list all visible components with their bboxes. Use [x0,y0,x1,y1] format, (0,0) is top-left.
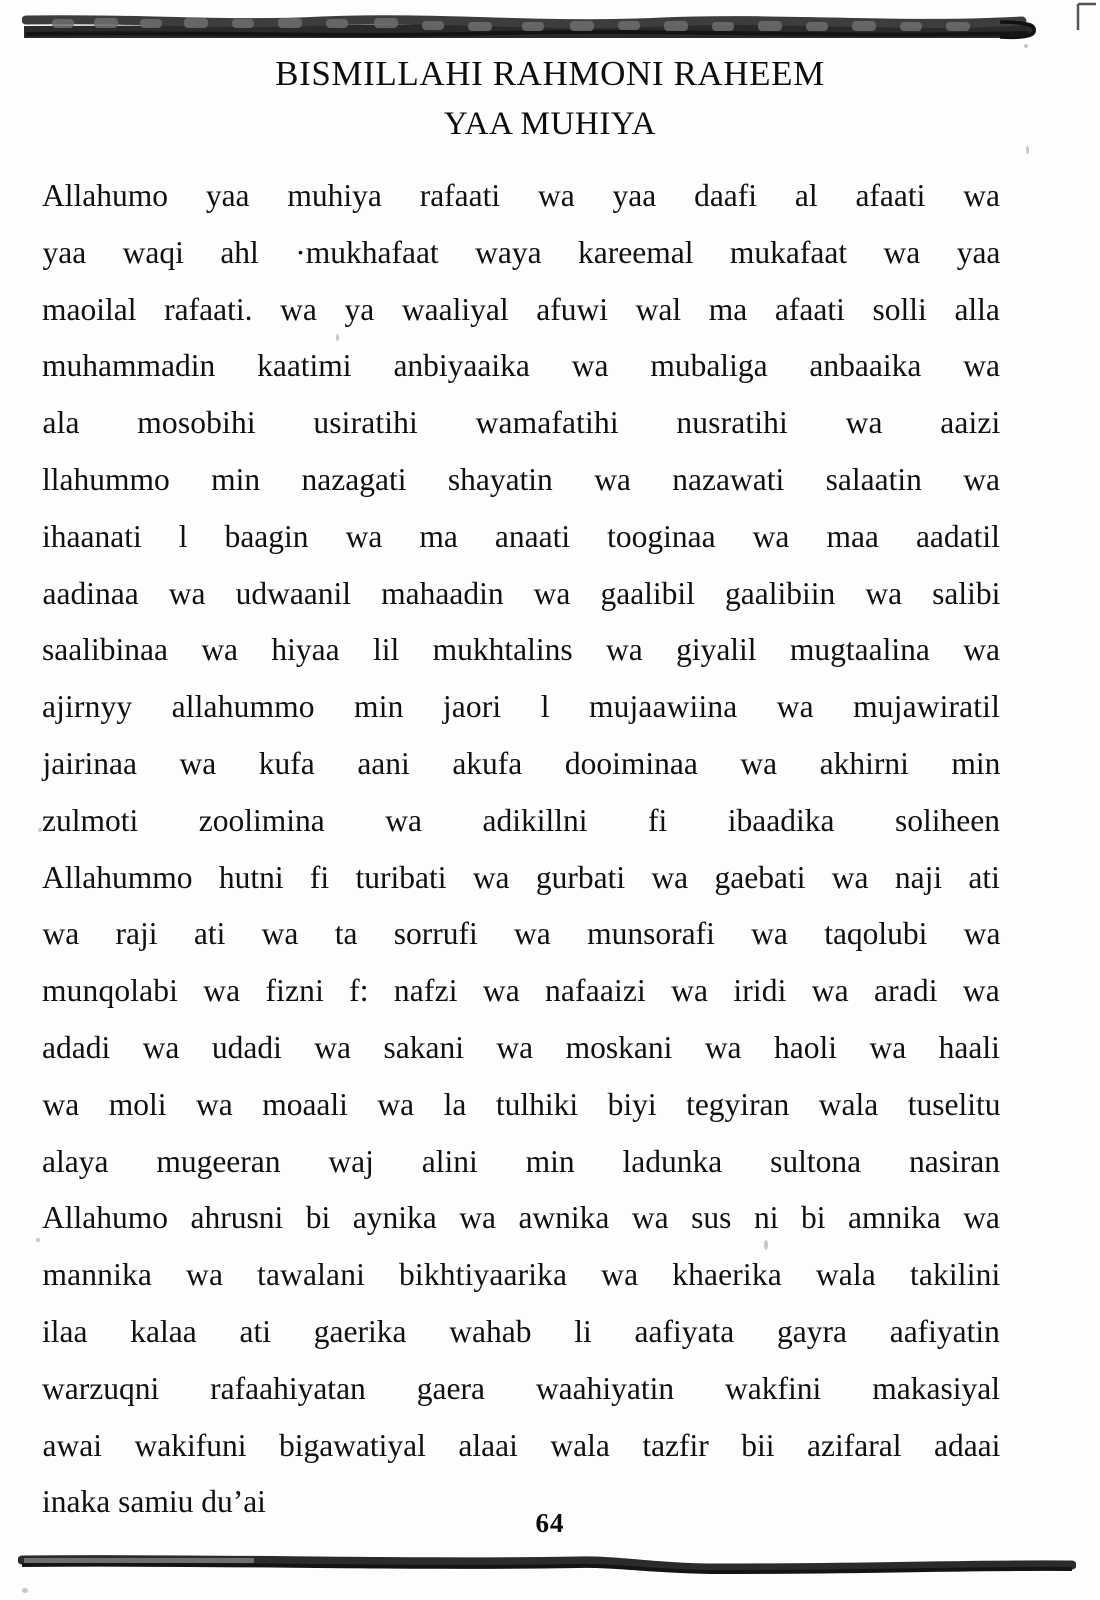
body-line: muhammadin kaatimi anbiyaaika wa mubaliga anbaaika wa [42,348,1000,384]
scan-speck [764,1240,768,1250]
body-line: ala mosobihi usiratihi wamafatihi nusratihi wa aaizi [42,405,1001,441]
body-line: maoilal rafaati. wa ya waaliyal afuwi wal ma afaati solli alla [42,291,1000,327]
heading-bismillah: BISMILLAHI RAHMONI RAHEEM [275,54,825,93]
body-line: Allahummo hutni fi turibati wa gurbati wa gaebati wa naji ati [42,859,1000,895]
scan-speck [1024,44,1028,48]
scan-speck [22,1588,28,1593]
body-line: Allahumo yaa muhiya rafaati wa yaa daafi al afaati wa [42,178,1000,213]
scan-corner-artifact [1072,2,1098,32]
body-line: inaka samiu du’ai [42,1484,266,1520]
body-line: ihaanati l baagin wa ma anaati tooginaa wa maa aadatil [42,518,1000,554]
body-line: yaa waqi ahl ·mukhafaat waya kareemal mukafaat wa yaa [42,234,1001,270]
body-line: saalibinaa wa hiyaa lil mukhtalins wa giyalil mugtaalina wa [42,632,1000,668]
scan-speck [1026,146,1029,154]
page-heading [0,56,1100,143]
body-line: awai wakifuni bigawatiyal alaai wala tazfir bii azifaral adaai [42,1427,1001,1463]
heading-title: YAA MUHIYA [443,106,657,142]
scan-speck [336,334,339,341]
body-line: ilaa kalaa ati gaerika wahab li aafiyata gayra aafiyatin [42,1313,1000,1349]
body-line: ajirnyy allahummo min jaori l mujaawiina wa mujawiratil [42,689,1000,725]
body-line: wa raji ati wa ta sorrufi wa munsorafi wa taqolubi wa [42,916,1001,952]
top-decorative-rule [22,12,1040,48]
scan-speck [36,1238,40,1242]
body-line: llahummo min nazagati shayatin wa nazawati salaatin wa [42,461,1000,497]
body-line: aadinaa wa udwaanil mahaadin wa gaalibil gaalibiin wa salibi [42,575,1001,611]
body-line: wa moli wa moaali wa la tulhiki biyi tegyiran wala tuselitu [42,1086,1001,1122]
body-line: munqolabi wa fizni f: nafzi wa nafaaizi wa iridi wa aradi wa [42,973,1000,1009]
body-line: adadi wa udadi wa sakani wa moskani wa haoli wa haali [42,1029,1000,1065]
scan-speck [38,828,42,832]
bottom-decorative-rule [18,1552,1076,1578]
body-line: warzuqni rafaahiyatan gaera waahiyatin wakfini makasiyal [42,1370,1000,1406]
body-line: mannika wa tawalani bikhtiyaarika wa khaerika wala takilini [42,1257,1001,1293]
page-number: 64 [535,1508,565,1538]
body-line: zulmoti zoolimina wa adikillni fi ibaadika soliheen [42,802,1000,838]
body-line: alaya mugeeran waj alini min ladunka sultona nasiran [42,1143,1000,1179]
body-text [42,168,1000,1531]
body-line: jairinaa wa kufa aani akufa dooiminaa wa akhirni min [42,745,1001,781]
body-line: Allahumo ahrusni bi aynika wa awnika wa sus ni bi amnika wa [42,1200,1000,1236]
